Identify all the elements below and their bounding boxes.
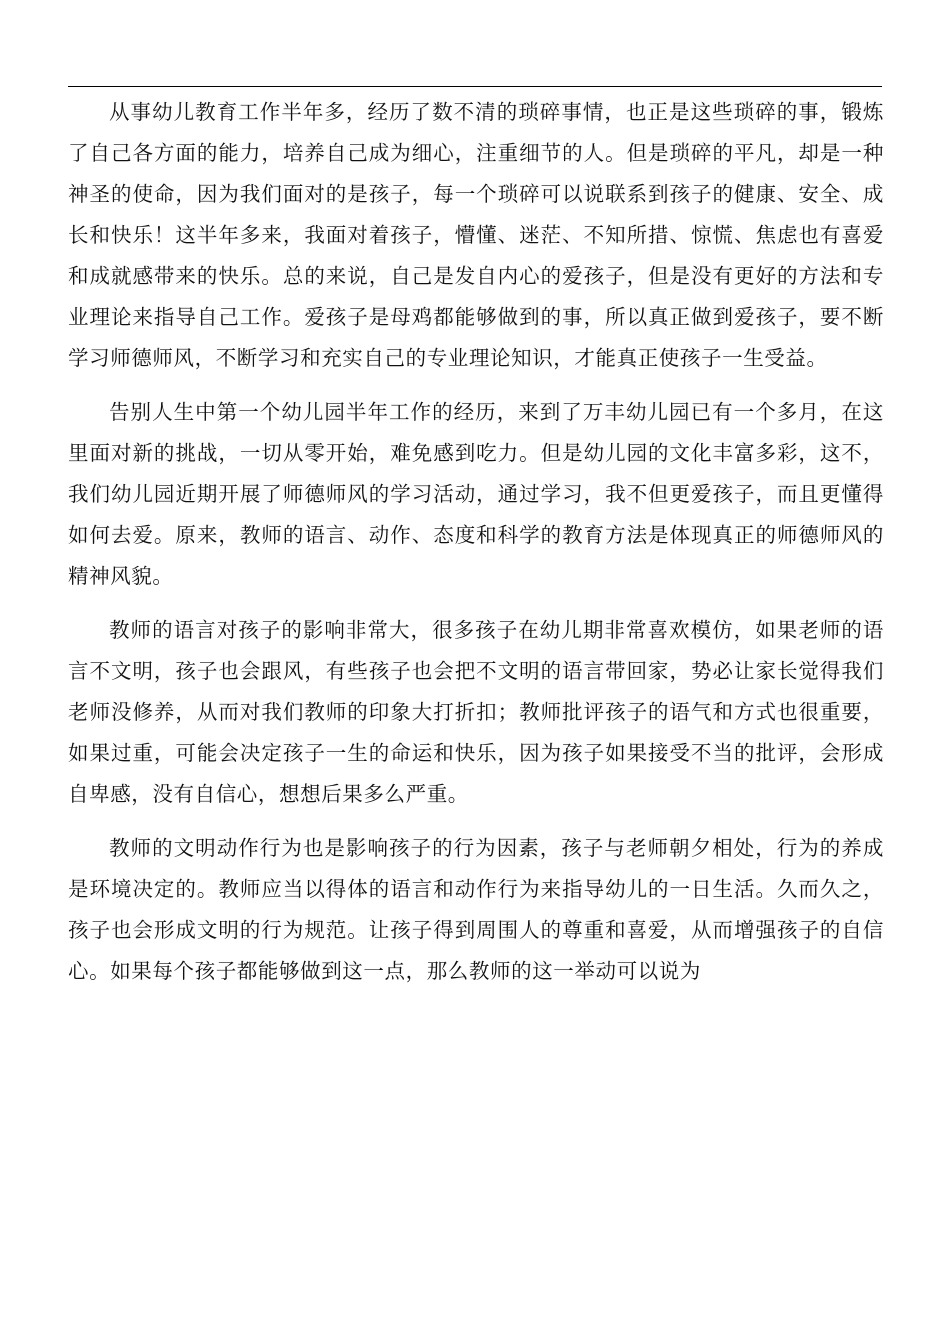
paragraph: 告别人生中第一个幼儿园半年工作的经历，来到了万丰幼儿园已有一个多月，在这里面对新的挑战，一切从零开始，难免感到吃力。但是幼儿园的文化丰富多彩，这不，我们幼儿园近期开展了师德师风的学习活动，通过学习，我不但更爱孩子，而且更懂得如何去爱。原来，教师的语言、动作、态度和科学的教育方法是体现真正的师德师风的精神风貌。 <box>68 400 884 588</box>
paragraph: 教师的语言对孩子的影响非常大，很多孩子在幼儿期非常喜欢模仿，如果老师的语言不文明，孩子也会跟风，有些孩子也会把不文明的语言带回家，势必让家长觉得我们老师没修养，从而对我们教师的印象大打折扣；教师批评孩子的语气和方式也很重要，如果过重，可能会决定孩子一生的命运和快乐，因为孩子如果接受不当的批评，会形成自卑感，没有自信心，想想后果多么严重。 <box>68 618 884 806</box>
paragraph: 教师的文明动作行为也是影响孩子的行为因素，孩子与老师朝夕相处，行为的养成是环境决定的。教师应当以得体的语言和动作行为来指导幼儿的一日生活。久而久之，孩子也会形成文明的行为规范。让孩子得到周围人的尊重和喜爱，从而增强孩子的自信心。如果每个孩子都能够做到这一点，那么教师的这一举动可以说为 <box>68 836 884 983</box>
header-rule <box>68 86 882 87</box>
paragraph: 从事幼儿教育工作半年多，经历了数不清的琐碎事情，也正是这些琐碎的事，锻炼了自己各方面的能力，培养自己成为细心，注重细节的人。但是琐碎的平凡，却是一种神圣的使命，因为我们面对的是孩子，每一个琐碎可以说联系到孩子的健康、安全、成长和快乐！这半年多来，我面对着孩子，懵懂、迷茫、不知所措、惊慌、焦虑也有喜爱和成就感带来的快乐。总的来说，自己是发自内心的爱孩子，但是没有更好的方法和专业理论来指导自己工作。爱孩子是母鸡都能够做到的事，所以真正做到爱孩子，要不断学习师德师风，不断学习和充实自己的专业理论知识，才能真正使孩子一生受益。 <box>68 100 884 370</box>
document-body <box>68 92 884 1005</box>
